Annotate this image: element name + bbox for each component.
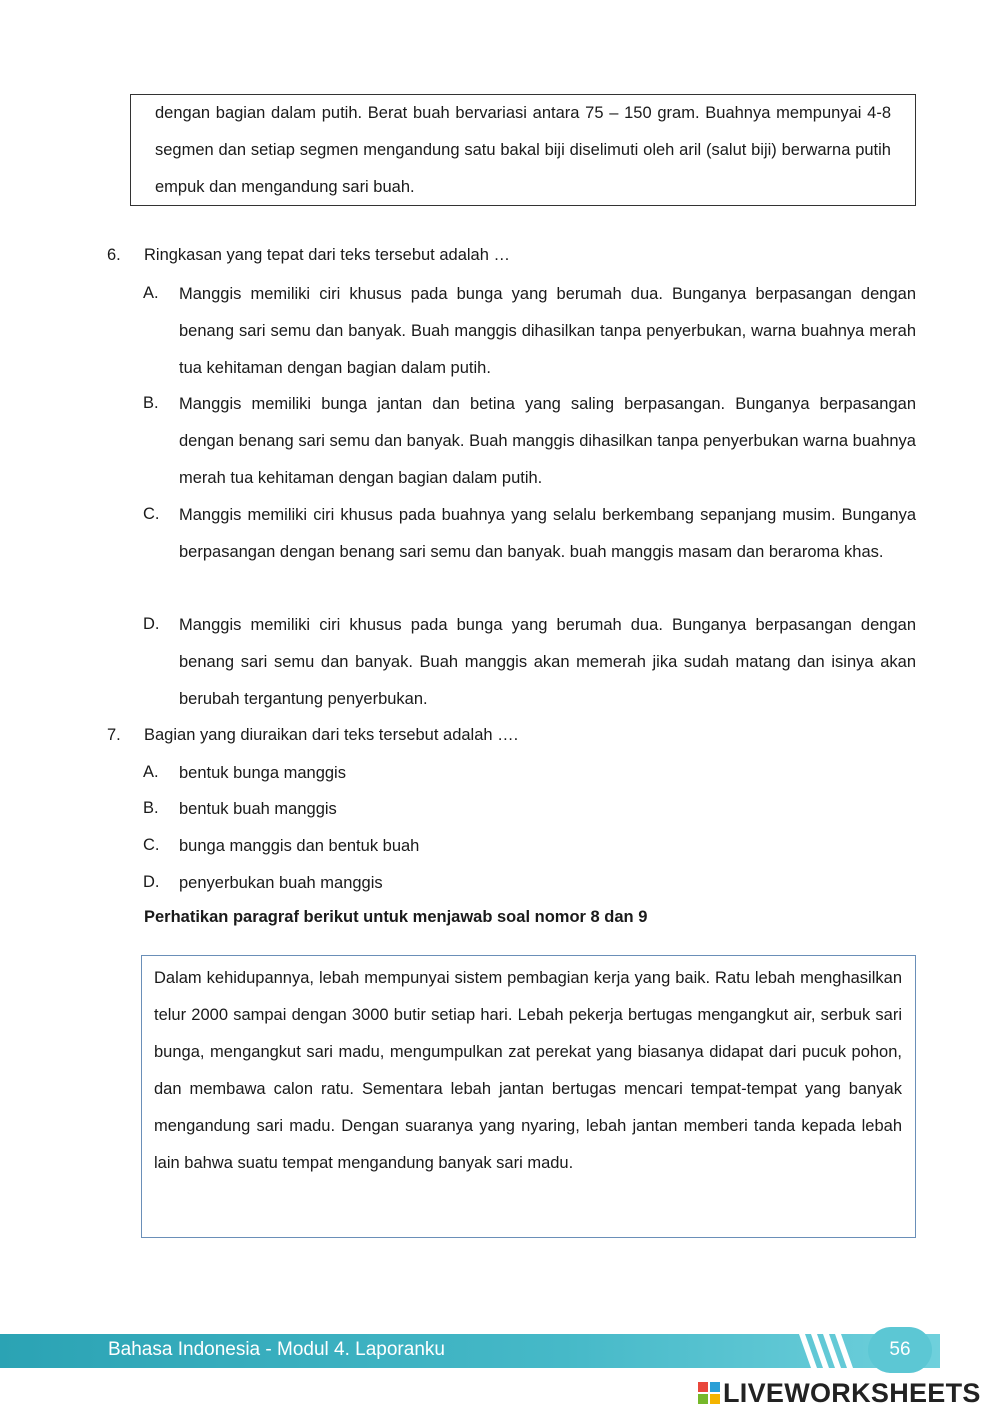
passage-2-text: Dalam kehidupannya, lebah mempunyai sistem pembagian kerja yang baik. Ratu lebah menghasilkan telur 2000 sampai dengan 3000 butir setiap hari. Lebah pekerja bertugas mengangkut air, serbuk sari bunga, mengangkut sari madu, mengumpulkan zat perekat yang biasanya didapat dari pucuk pohon, dan membawa calon ratu. Sementara lebah jantan bertugas mencari tempat-tempat yang banyak mengandung sari madu. Dengan suaranya yang nyaring, lebah jantan memberi tanda kepada lebah lain bahwa suatu tempat mengandung banyak sari madu. <box>154 969 902 1172</box>
passage-1-text: dengan bagian dalam putih. Berat buah bervariasi antara 75 – 150 gram. Buahnya mempunyai 4-8 segmen dan setiap segmen mengandung satu bakal biji diselimuti oleh aril (salut biji) berwarna putih empuk dan mengandung sari buah. <box>155 104 891 196</box>
q7-option-a[interactable] <box>143 755 916 792</box>
q7-option-d[interactable] <box>143 865 916 902</box>
q6-option-d[interactable] <box>143 607 916 718</box>
option-text: bentuk bunga manggis <box>179 764 346 782</box>
logo-text: LIVEWORKSHEETS <box>723 1377 981 1408</box>
option-letter: B. <box>143 394 159 412</box>
option-letter: C. <box>143 836 160 854</box>
q6-option-c[interactable] <box>143 497 916 571</box>
passage-box-2 <box>141 955 916 1238</box>
option-letter: B. <box>143 799 159 817</box>
option-text: Manggis memiliki ciri khusus pada bunga yang berumah dua. Bunganya berpasangan dengan benang sari semu dan banyak. Buah manggis dihasilkan tanpa penyerbukan, warna buahnya merah tua kehitaman dengan bagian dalam putih. <box>179 285 916 377</box>
liveworksheets-logo <box>698 1378 981 1408</box>
instruction-heading: Perhatikan paragraf berikut untuk menjawab soal nomor 8 dan 9 <box>144 908 648 926</box>
q7-option-b[interactable] <box>143 791 916 828</box>
question-number: 6. <box>107 246 121 264</box>
option-text: bentuk buah manggis <box>179 800 337 818</box>
page-number: 56 <box>868 1327 932 1373</box>
option-letter: C. <box>143 505 160 523</box>
logo-squares-icon <box>698 1382 720 1404</box>
question-number: 7. <box>107 726 121 744</box>
footer-title: Bahasa Indonesia - Modul 4. Laporanku <box>108 1339 445 1360</box>
passage-box-1 <box>130 94 916 206</box>
option-letter: D. <box>143 615 160 633</box>
q6-option-b[interactable] <box>143 386 916 497</box>
option-letter: A. <box>143 763 159 781</box>
option-letter: D. <box>143 873 160 891</box>
option-text: Manggis memiliki ciri khusus pada buahnya yang selalu berkembang sepanjang musim. Bunganya berpasangan dengan benang sari semu dan banyak. buah manggis masam dan beraroma khas. <box>179 506 916 561</box>
q7-option-c[interactable] <box>143 828 916 865</box>
question-text: Ringkasan yang tepat dari teks tersebut adalah … <box>144 246 510 264</box>
option-text: penyerbukan buah manggis <box>179 874 383 892</box>
question-text: Bagian yang diuraikan dari teks tersebut adalah …. <box>144 726 519 744</box>
q6-option-a[interactable] <box>143 276 916 387</box>
footer-stripes-decoration <box>795 1326 875 1374</box>
option-text: Manggis memiliki bunga jantan dan betina yang saling berpasangan. Bunganya berpasangan dengan benang sari semu dan banyak. Buah manggis dihasilkan tanpa penyerbukan warna buahnya merah tua kehitaman dengan bagian dalam putih. <box>179 395 916 487</box>
option-text: Manggis memiliki ciri khusus pada bunga yang berumah dua. Bunganya berpasangan dengan benang sari semu dan banyak. Buah manggis akan memerah jika sudah matang dan isinya akan berubah tergantung penyerbukan. <box>179 616 916 708</box>
option-letter: A. <box>143 284 159 302</box>
option-text: bunga manggis dan bentuk buah <box>179 837 420 855</box>
